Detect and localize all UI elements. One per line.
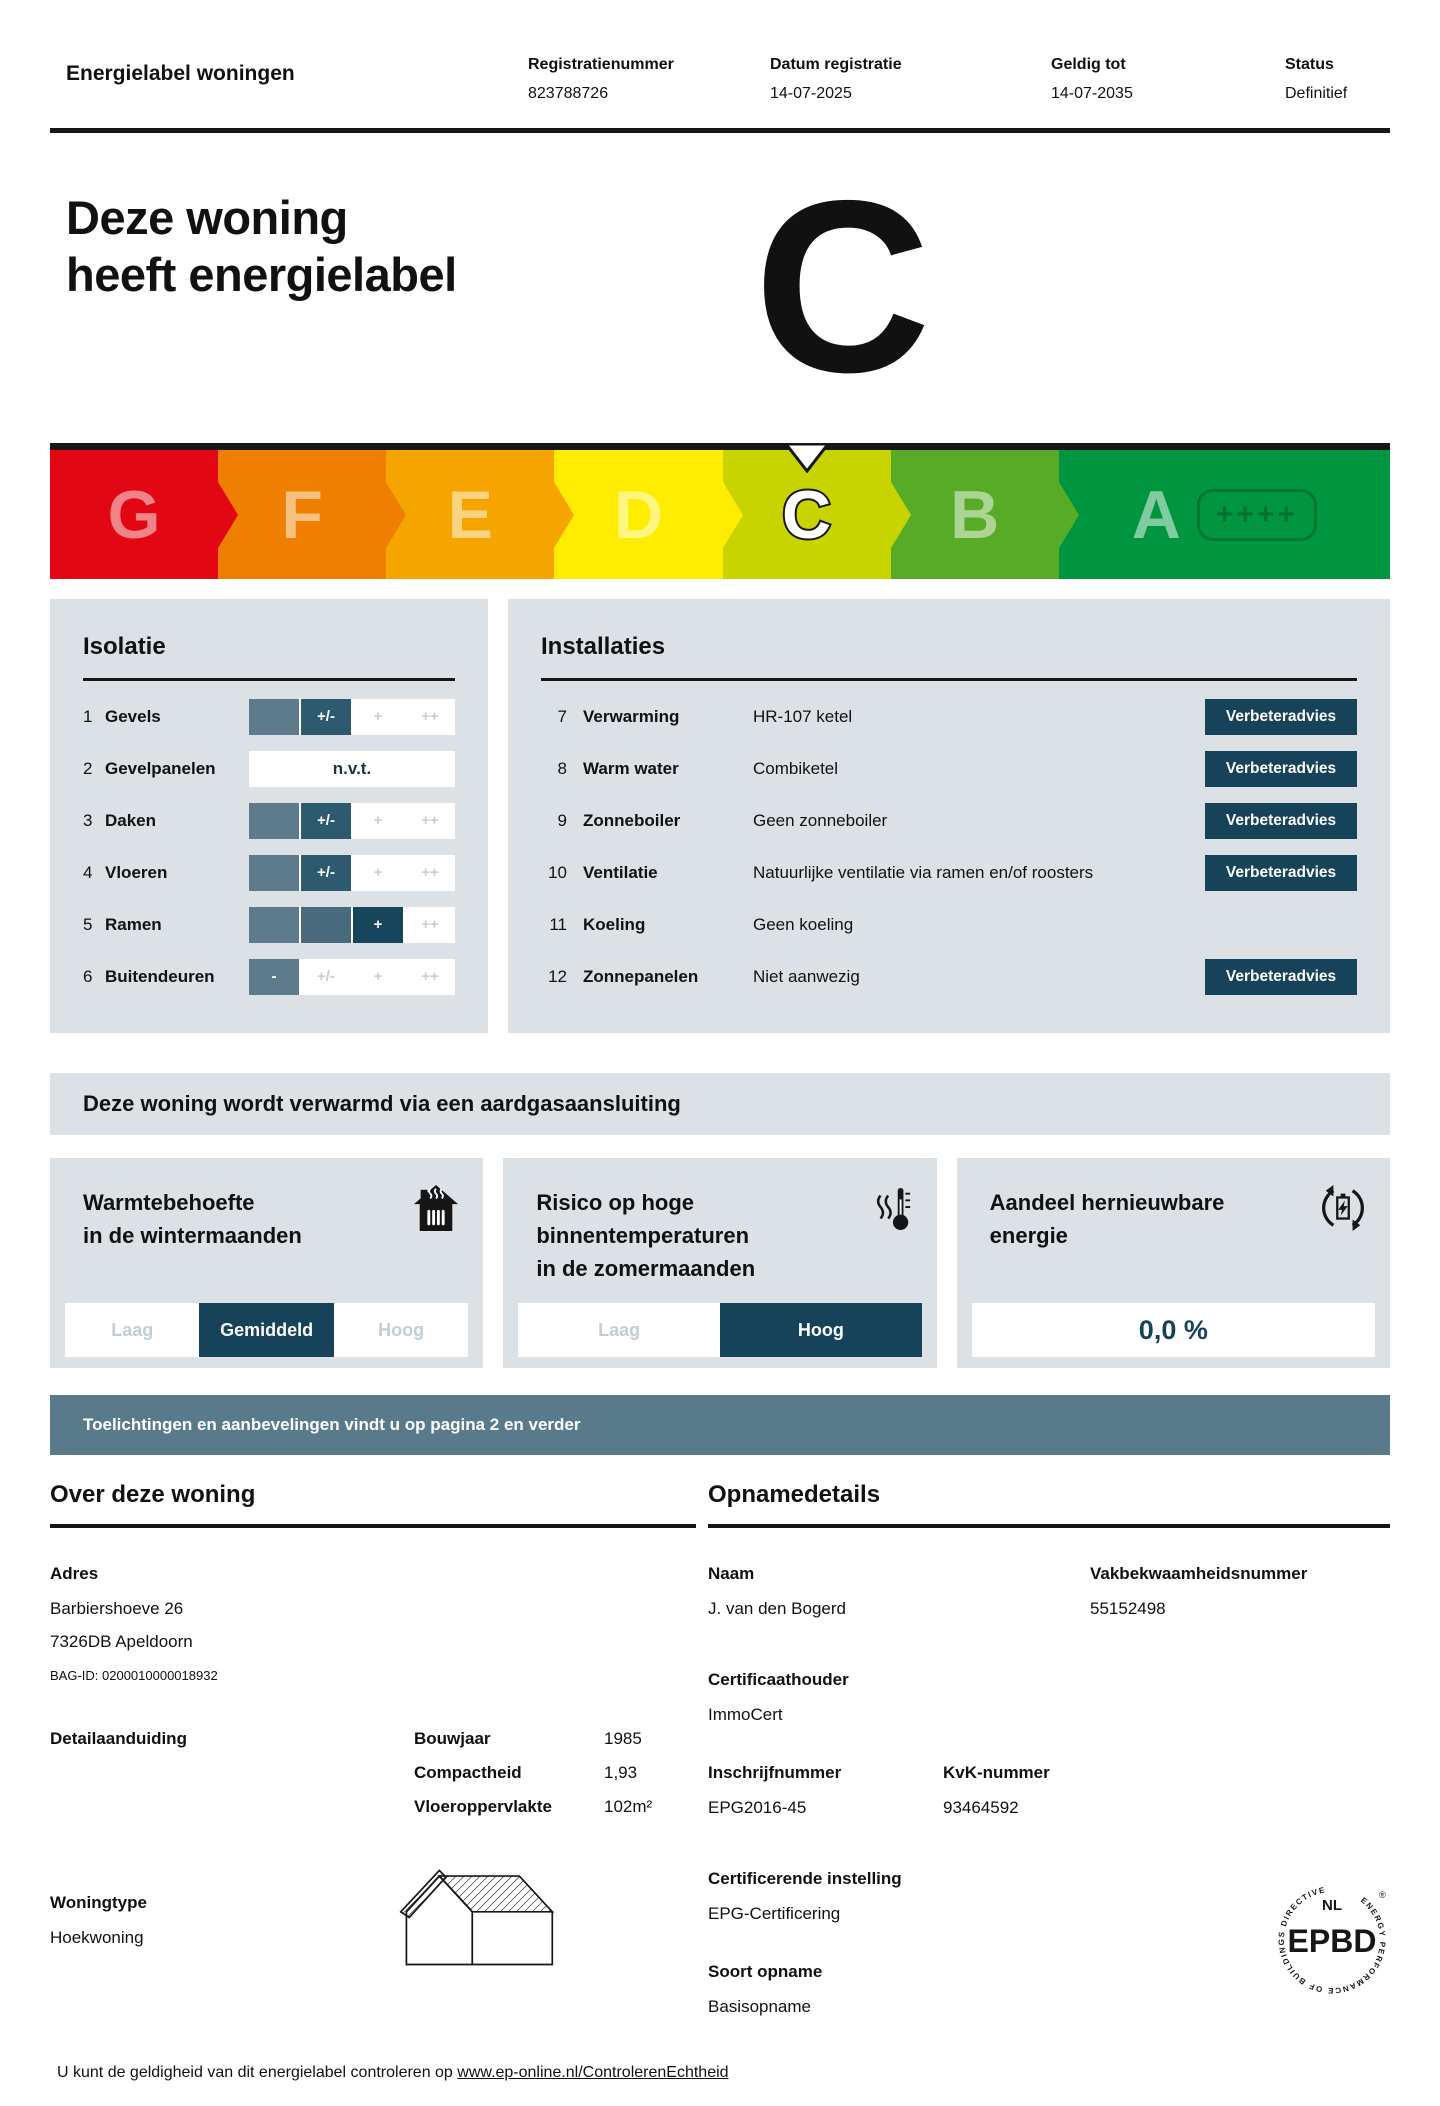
scale-segment-B bbox=[891, 450, 1059, 579]
isolatie-panel bbox=[50, 599, 488, 1033]
field-value: 14-07-2035 bbox=[1051, 85, 1133, 102]
svg-text:®: ® bbox=[1379, 1890, 1386, 1900]
adres-line: Barbiershoeve 26 bbox=[50, 1599, 184, 1618]
row-label: Daken bbox=[105, 811, 157, 830]
woning-details-table bbox=[414, 1729, 652, 1831]
option-gemiddeld: Gemiddeld bbox=[199, 1303, 333, 1357]
certificerende-instelling-block: Certificerende instelling EPG-Certificering bbox=[708, 1869, 902, 1923]
installaties-rows bbox=[541, 691, 1357, 1003]
hero-line2: heeft energielabel bbox=[66, 248, 457, 301]
field-label: Status bbox=[1285, 56, 1334, 73]
epbd-logo-icon bbox=[1276, 1884, 1388, 2001]
scale-letter: A bbox=[1131, 476, 1181, 553]
field-label: Geldig tot bbox=[1051, 56, 1126, 73]
scale-segment-E bbox=[386, 450, 554, 579]
option-laag: Laag bbox=[518, 1303, 720, 1357]
isolatie-row-gevels bbox=[83, 691, 455, 743]
row-label: Buitendeuren bbox=[105, 967, 215, 986]
verbeteradvies-button[interactable]: Verbeteradvies bbox=[1205, 855, 1357, 891]
header-field-geldig-tot bbox=[1051, 56, 1133, 103]
hernieuwbare-energie-value: 0,0 % bbox=[972, 1303, 1375, 1357]
rating-widget: n.v.t. bbox=[249, 751, 455, 787]
chevron-right-icon bbox=[218, 482, 238, 548]
rating-widget bbox=[249, 959, 455, 995]
verbeteradvies-button[interactable]: Verbeteradvies bbox=[1205, 803, 1357, 839]
hero-section bbox=[50, 133, 1390, 443]
row-value: Geen koeling bbox=[753, 915, 854, 934]
indicator-title: Warmtebehoefte in de wintermaanden bbox=[83, 1190, 302, 1248]
rating-cell: + bbox=[353, 907, 403, 943]
rating-widget bbox=[249, 855, 455, 891]
row-label: Vloeren bbox=[105, 863, 168, 882]
row-number: 7 bbox=[557, 707, 567, 726]
selected-grade-notch-icon bbox=[784, 443, 830, 473]
indicator-title: Risico op hoge binnentemperaturen in de zomermaanden bbox=[536, 1190, 756, 1281]
field-label: Registratienummer bbox=[528, 56, 674, 73]
installaties-row-ventilatie bbox=[541, 847, 1357, 899]
installaties-row-zonneboiler bbox=[541, 795, 1357, 847]
installaties-panel bbox=[508, 599, 1390, 1033]
option-hoog: Hoog bbox=[334, 1303, 468, 1357]
row-label: Warm water bbox=[583, 759, 679, 778]
verbeteradvies-button[interactable]: Verbeteradvies bbox=[1205, 751, 1357, 787]
kvk-nummer-block: KvK-nummer 93464592 bbox=[943, 1763, 1050, 1817]
row-label: Koeling bbox=[583, 915, 646, 934]
energy-grade-letter: C bbox=[754, 149, 931, 423]
rating-cell: + bbox=[353, 855, 403, 891]
vakbekwaamheidsnummer-block: Vakbekwaamheidsnummer 55152498 bbox=[1090, 1564, 1308, 1618]
installaties-row-warm-water bbox=[541, 743, 1357, 795]
section-title: Over deze woning bbox=[50, 1481, 256, 1508]
chevron-right-icon bbox=[723, 482, 743, 548]
row-number: 5 bbox=[83, 915, 93, 934]
rating-cell bbox=[249, 699, 299, 735]
option-hoog: Hoog bbox=[720, 1303, 922, 1357]
rating-cell: + bbox=[353, 803, 403, 839]
row-value: HR-107 ketel bbox=[753, 707, 853, 726]
scale-segment-A bbox=[1059, 450, 1390, 579]
renewable-energy-icon bbox=[1320, 1184, 1366, 1237]
hero-line1: Deze woning bbox=[66, 191, 348, 244]
option-laag: Laag bbox=[65, 1303, 199, 1357]
rating-cell: - bbox=[249, 959, 299, 995]
row-label: Gevelpanelen bbox=[105, 759, 216, 778]
row-number: 9 bbox=[557, 811, 567, 830]
rating-cell: ++ bbox=[405, 803, 455, 839]
section-rule bbox=[708, 1524, 1390, 1528]
bag-id: BAG-ID: 0200010000018932 bbox=[50, 1668, 218, 1683]
chevron-right-icon bbox=[386, 482, 406, 548]
scale-letter: D bbox=[613, 476, 663, 553]
row-number: 6 bbox=[83, 967, 93, 986]
detail-row-bouwjaar: Bouwjaar 1985 bbox=[414, 1729, 642, 1748]
gas-heating-banner: Deze woning wordt verwarmd via een aardgasaansluiting bbox=[50, 1073, 1390, 1135]
toelichtingen-banner: Toelichtingen en aanbevelingen vindt u op pagina 2 en verder bbox=[50, 1395, 1390, 1455]
row-value: Natuurlijke ventilatie via ramen en/of roosters bbox=[753, 863, 1094, 882]
scale-letter: G bbox=[107, 476, 161, 553]
row-label: Ventilatie bbox=[583, 863, 658, 882]
row-number: 12 bbox=[548, 967, 567, 986]
field-value: 823788726 bbox=[528, 85, 609, 102]
detailaanduiding-label: Detailaanduiding bbox=[50, 1729, 187, 1748]
header-field-registratienummer bbox=[528, 56, 674, 103]
row-label: Gevels bbox=[105, 707, 161, 726]
thermometer-icon bbox=[871, 1184, 913, 1237]
section-rule bbox=[50, 1524, 696, 1528]
installaties-title: Installaties bbox=[541, 633, 666, 660]
inschrijfnummer-block: Inschrijfnummer EPG2016-45 bbox=[708, 1763, 842, 1817]
rating-cell: ++ bbox=[405, 855, 455, 891]
row-number: 2 bbox=[83, 759, 93, 778]
rating-cell: +/- bbox=[301, 699, 351, 735]
isolatie-row-buitendeuren bbox=[83, 951, 455, 1003]
field-value: 14-07-2025 bbox=[770, 85, 852, 102]
isolatie-row-vloeren bbox=[83, 847, 455, 899]
woningtype-label: Woningtype bbox=[50, 1893, 147, 1912]
isolatie-row-daken bbox=[83, 795, 455, 847]
row-number: 4 bbox=[83, 863, 93, 882]
certificaathouder-block: Certificaathouder ImmoCert bbox=[708, 1670, 849, 1724]
adres-line: 7326DB Apeldoorn bbox=[50, 1632, 193, 1651]
section-rule bbox=[541, 678, 1357, 681]
document-header bbox=[50, 0, 1390, 133]
naam-block: Naam J. van den Bogerd bbox=[708, 1564, 846, 1618]
rating-cell bbox=[249, 855, 299, 891]
row-value: Combiketel bbox=[753, 759, 839, 778]
rating-cell: + bbox=[353, 959, 403, 995]
detail-row-vloeroppervlakte: Vloeroppervlakte 102m² bbox=[414, 1797, 653, 1816]
a-plus-badge: ++++ bbox=[1197, 489, 1317, 541]
rating-cell bbox=[301, 907, 351, 943]
validity-footer bbox=[50, 2064, 1390, 2082]
opnamedetails-section bbox=[708, 1481, 1390, 2030]
document-title: Energielabel woningen bbox=[66, 62, 295, 85]
indicator-risico-binnentemperatuur bbox=[503, 1158, 936, 1368]
svg-text:NL: NL bbox=[1322, 1897, 1342, 1914]
header-field-status bbox=[1285, 56, 1347, 103]
row-number: 11 bbox=[549, 915, 567, 934]
row-value: Niet aanwezig bbox=[753, 967, 860, 986]
row-label: Zonnepanelen bbox=[583, 967, 699, 986]
row-number: 3 bbox=[83, 811, 93, 830]
field-label: Datum registratie bbox=[770, 56, 902, 73]
svg-text:EPBD: EPBD bbox=[1287, 1923, 1377, 1959]
warmtebehoefte-selector bbox=[65, 1303, 468, 1357]
section-title: Opnamedetails bbox=[708, 1481, 881, 1508]
over-deze-woning-section bbox=[50, 1481, 708, 2030]
verbeteradvies-button[interactable]: Verbeteradvies bbox=[1205, 699, 1357, 735]
scale-letter: C bbox=[782, 476, 832, 553]
rating-widget bbox=[249, 699, 455, 735]
scale-letter: B bbox=[950, 476, 1000, 553]
scale-segment-D bbox=[554, 450, 722, 579]
row-number: 8 bbox=[557, 759, 567, 778]
rating-cell: + bbox=[353, 699, 403, 735]
rating-cell: +/- bbox=[301, 803, 351, 839]
installaties-row-zonnepanelen bbox=[541, 951, 1357, 1003]
indicator-title: Aandeel hernieuwbare energie bbox=[989, 1190, 1225, 1248]
ep-online-link[interactable]: www.ep-online.nl/ControlerenEchtheid bbox=[457, 2064, 729, 2081]
detail-row-compactheid: Compactheid 1,93 bbox=[414, 1763, 638, 1782]
scale-segment-F bbox=[218, 450, 386, 579]
row-number: 10 bbox=[548, 863, 567, 882]
energy-scale bbox=[50, 443, 1390, 579]
row-label: Ramen bbox=[105, 915, 162, 934]
rating-widget bbox=[249, 803, 455, 839]
chevron-right-icon bbox=[891, 482, 911, 548]
rating-cell: +/- bbox=[301, 959, 351, 995]
woningtype-value: Hoekwoning bbox=[50, 1928, 144, 1947]
rating-cell: +/- bbox=[301, 855, 351, 891]
header-field-datum-registratie bbox=[770, 56, 902, 103]
chevron-right-icon bbox=[1059, 482, 1079, 548]
risico-selector bbox=[518, 1303, 921, 1357]
row-value: Geen zonneboiler bbox=[753, 811, 888, 830]
scale-letter: E bbox=[447, 476, 493, 553]
scale-segment-G bbox=[50, 450, 218, 579]
scale-letter: F bbox=[281, 476, 323, 553]
isolatie-row-ramen bbox=[83, 899, 455, 951]
svg-text:ENERGY PERFORMANCE OF BUILDING: ENERGY PERFORMANCE OF BUILDINGS DIRECTIVE bbox=[1276, 1885, 1388, 1996]
row-label: Verwarming bbox=[583, 707, 680, 726]
row-label: Zonneboiler bbox=[583, 811, 681, 830]
adres-label: Adres bbox=[50, 1564, 99, 1583]
rating-cell: ++ bbox=[405, 699, 455, 735]
chevron-right-icon bbox=[554, 482, 574, 548]
rating-widget bbox=[249, 907, 455, 943]
indicator-hernieuwbare-energie bbox=[957, 1158, 1390, 1368]
isolatie-title: Isolatie bbox=[83, 633, 166, 660]
rating-cell: ++ bbox=[405, 907, 455, 943]
isolatie-row-gevelpanelen bbox=[83, 743, 455, 795]
installaties-row-koeling bbox=[541, 899, 1357, 951]
installaties-row-verwarming bbox=[541, 691, 1357, 743]
house-heating-icon bbox=[413, 1184, 459, 1237]
rating-cell: ++ bbox=[405, 959, 455, 995]
rating-cell bbox=[249, 803, 299, 839]
isolatie-rows bbox=[83, 691, 455, 1003]
section-rule bbox=[83, 678, 455, 681]
hero-title bbox=[66, 189, 714, 303]
hoekwoning-drawing-icon bbox=[397, 1861, 557, 1978]
field-value: Definitief bbox=[1285, 85, 1348, 102]
footer-text: U kunt de geldigheid van dit energielabel controleren op bbox=[57, 2064, 458, 2081]
soort-opname-block: Soort opname Basisopname bbox=[708, 1962, 823, 2016]
row-number: 1 bbox=[83, 707, 93, 726]
indicator-warmtebehoefte bbox=[50, 1158, 483, 1368]
rating-cell bbox=[249, 907, 299, 943]
verbeteradvies-button[interactable]: Verbeteradvies bbox=[1205, 959, 1357, 995]
scale-segment-C bbox=[723, 450, 891, 579]
